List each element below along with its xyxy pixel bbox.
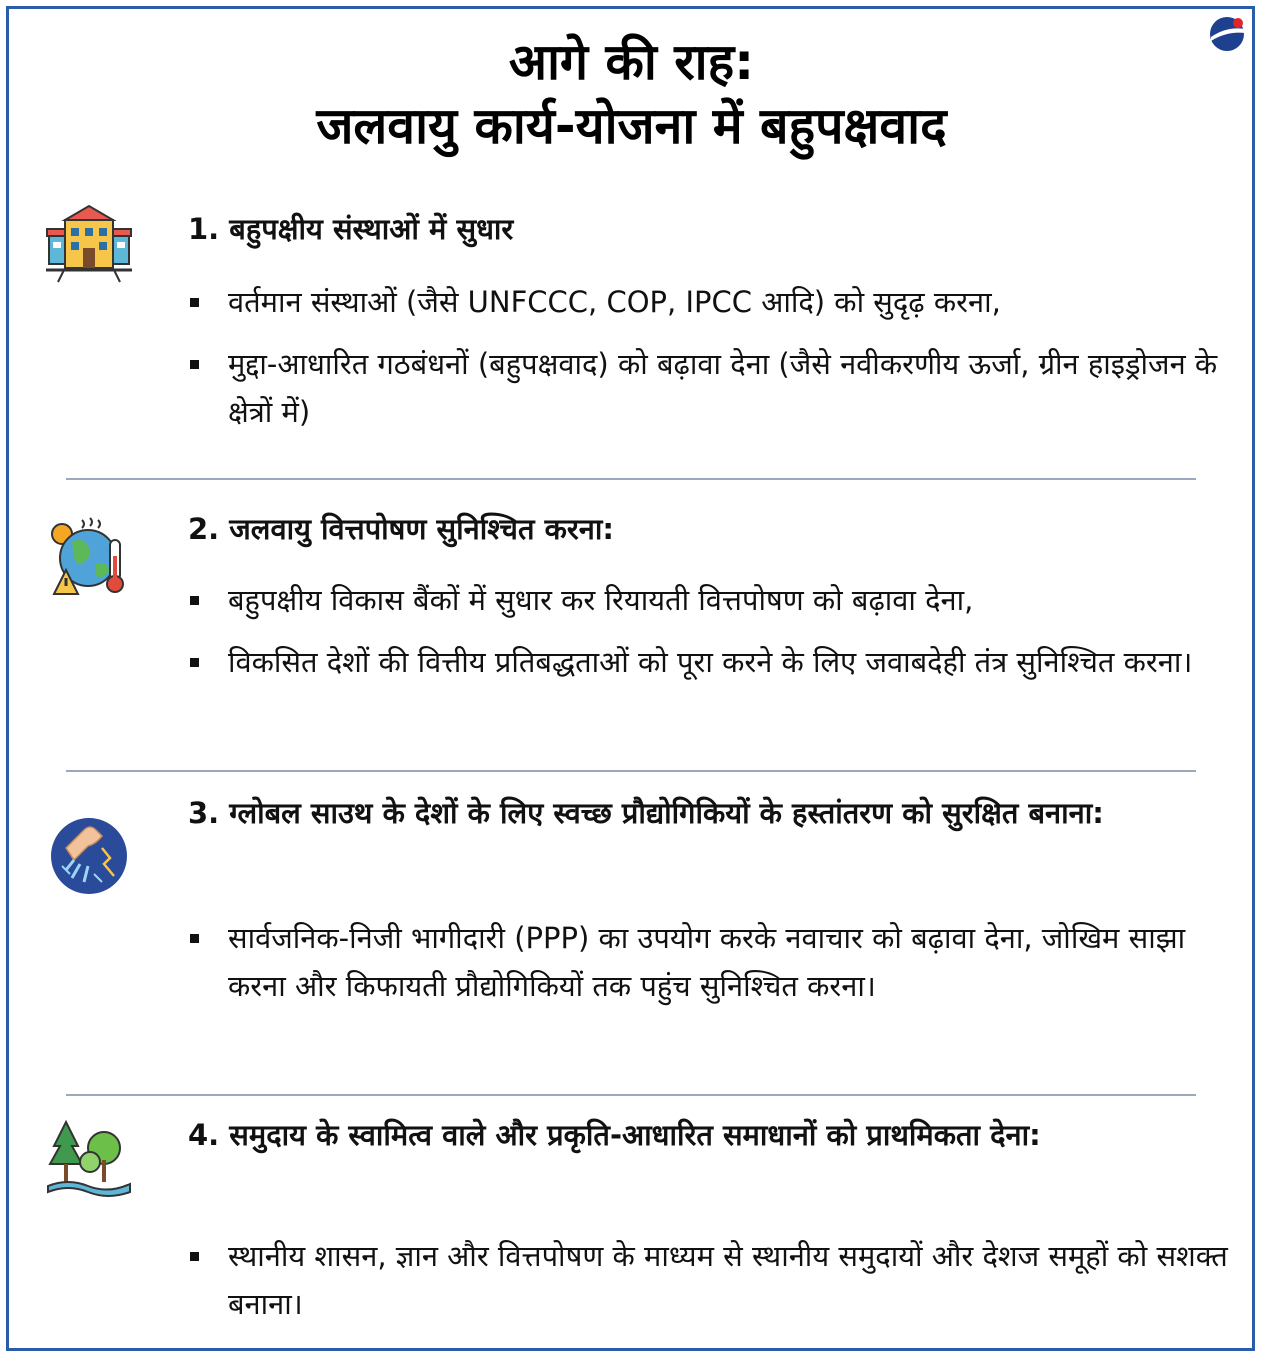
section-1-bullets	[188, 278, 1233, 450]
list-item: मुद्दा-आधारित गठबंधनों (बहुपक्षवाद) को बढ़ावा देना (जैसे नवीकरणीय ऊर्जा, ग्रीन हाइड्रोजन के क्षेत्रों में)	[188, 340, 1233, 436]
section-divider	[66, 770, 1196, 772]
section-3-bullets	[188, 914, 1233, 1024]
list-item: सार्वजनिक-निजी भागीदारी (PPP) का उपयोग करके नवाचार को बढ़ावा देना, जोखिम साझा करना और किफायती प्रौद्योगिकियों तक पहुंच सुनिश्चित करना।	[188, 914, 1233, 1010]
technology-hand-icon	[44, 808, 134, 898]
page-title	[0, 30, 1263, 158]
list-item: बहुपक्षीय विकास बैंकों में सुधार कर रियायती वित्तपोषण को बढ़ावा देना,	[188, 576, 1233, 624]
section-3-heading: 3. ग्लोबल साउथ के देशों के लिए स्वच्छ प्रौद्योगिकियों के हस्तांतरण को सुरक्षित बनाना:	[188, 796, 1104, 830]
title-line-1: आगे की राह:	[508, 33, 755, 91]
building-icon	[44, 198, 134, 288]
title-line-2: जलवायु कार्य-योजना में बहुपक्षवाद	[316, 97, 947, 155]
section-divider	[66, 1094, 1196, 1096]
section-4-bullets	[188, 1232, 1233, 1342]
list-item: वर्तमान संस्थाओं (जैसे UNFCCC, COP, IPCC आदि) को सुदृढ़ करना,	[188, 278, 1233, 326]
climate-change-icon	[44, 512, 134, 602]
list-item: विकसित देशों की वित्तीय प्रतिबद्धताओं को पूरा करने के लिए जवाबदेही तंत्र सुनिश्चित करना।	[188, 638, 1233, 686]
section-2-heading: 2. जलवायु वित्तपोषण सुनिश्चित करना:	[188, 512, 614, 546]
section-4-heading: 4. समुदाय के स्वामित्व वाले और प्रकृति-आधारित समाधानों को प्राथमिकता देना:	[188, 1118, 1041, 1152]
section-divider	[66, 478, 1196, 480]
trees-nature-icon	[44, 1112, 134, 1202]
section-1-heading: 1. बहुपक्षीय संस्थाओं में सुधार	[188, 212, 514, 246]
list-item: स्थानीय शासन, ज्ञान और वित्तपोषण के माध्यम से स्थानीय समुदायों और देशज समूहों को सशक्त बनाना।	[188, 1232, 1233, 1328]
section-2-bullets	[188, 576, 1233, 700]
